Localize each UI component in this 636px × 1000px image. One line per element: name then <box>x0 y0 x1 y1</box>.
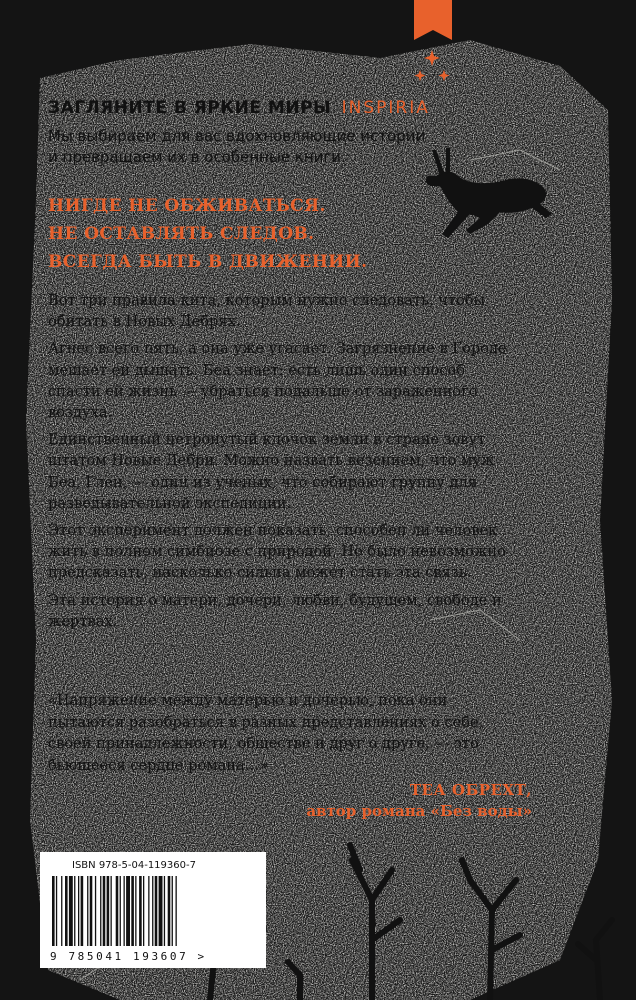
rule-2: НЕ ОСТАВЛЯТЬ СЛЕДОВ. <box>48 224 315 244</box>
annotation-paragraph-5: Эта история о матери, дочери, любви, будущем, свободе и жертвах. <box>48 591 502 630</box>
barcode-icon <box>50 876 256 948</box>
quote-text: «Напряжение между матерью и дочерью, пока они пытаются разобраться в разных представлениях о себе, своей принадлежности, обществе и друг о друге, — это бьющееся сердце романа…» <box>48 692 484 774</box>
isbn-label: ISBN 978-5-04-119360-7 <box>72 860 196 871</box>
quote-author: ТЕА ОБРЕХТ, <box>409 781 532 799</box>
imprint-heading <box>48 98 430 118</box>
three-rules <box>48 192 367 276</box>
quote-attribution <box>306 780 532 822</box>
annotation-paragraph-4: Этот эксперимент должен показать, способен ли человек жить в полном симбиозе с природой. Но было невозможно предсказать, насколько сильна может стать эта связь. <box>48 522 506 582</box>
annotation-paragraph-2: Агнес всего пять, а она уже угасает. Загрязнение в Городе мешает ей дышать. Беа знает: есть лишь один способ спасти ей жизнь — убраться подальше от зараженного воздуха. <box>48 340 507 422</box>
barcode-digits: 9 785041 193607 > <box>50 950 207 963</box>
quote-author-role: автор романа «Без воды» <box>306 802 532 820</box>
imprint-name: INSPIRIA <box>341 98 430 118</box>
tagline-line-1: Мы выбираем для вас вдохновляющие истории <box>48 127 426 145</box>
annotation <box>48 290 518 638</box>
annotation-paragraph-1: Вот три правила-кита, которым нужно следовать, чтобы обитать в Новых Дебрях. <box>48 292 486 331</box>
tagline-line-2: и превращаем их в особенные книги. <box>48 148 346 166</box>
review-quote <box>48 690 528 776</box>
rule-3: ВСЕГДА БЫТЬ В ДВИЖЕНИИ. <box>48 252 368 272</box>
rule-1: НИГДЕ НЕ ОБЖИВАТЬСЯ. <box>48 196 326 216</box>
imprint-heading-text: ЗАГЛЯНИТЕ В ЯРКИЕ МИРЫ <box>48 98 332 118</box>
isbn-barcode-block <box>40 852 266 968</box>
annotation-paragraph-3: Единственный нетронутый клочок земли в стране зовут штатом Новые Дебри. Можно назвать везением, что муж Беа, Глен, — один из ученых, что собирают группу для разведывательной экспедиции. <box>48 431 495 512</box>
imprint-tagline <box>48 126 468 168</box>
